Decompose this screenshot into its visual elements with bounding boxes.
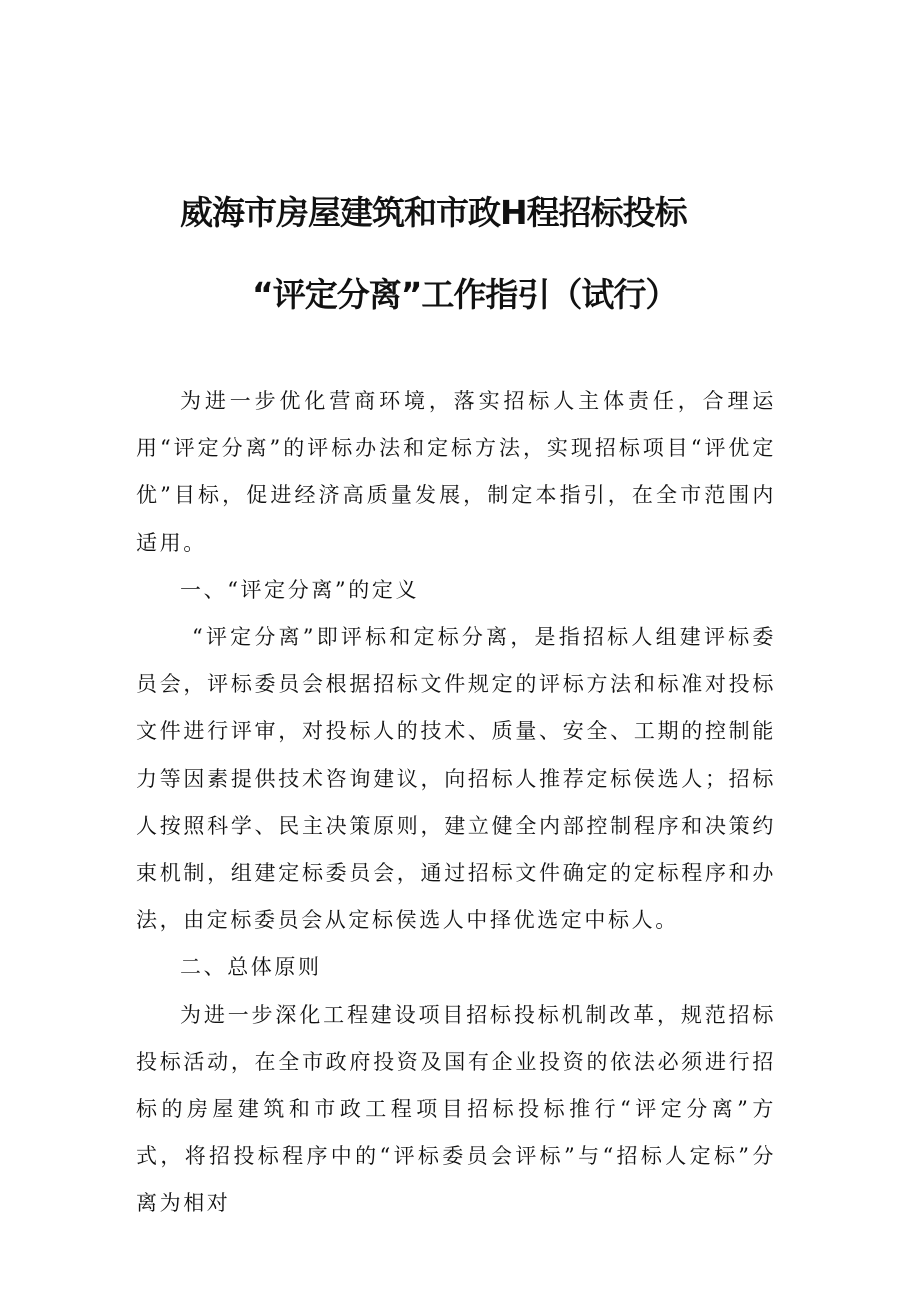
section-1-heading: 一、“评定分离”的定义: [180, 577, 420, 602]
section-1-paragraph: “评定分离”即评标和定标分离，是指招标人组建评标委员会，评标委员会根据招标文件规定的评标方法和标准对投标文件进行评审，对投标人的技术、质量、安全、工期的控制能力等因素提供技术咨询建议，向招标人推荐定标侯选人；招标人按照科学、民主决策原则，建立健全内部控制程序和决策约束机制，组建定标委员会，通过招标文件确定的定标程序和办法，由定标委员会从定标侯选人中择优选定中标人。: [136, 625, 776, 933]
section-2-paragraph: 为进一步深化工程建设项目招标投标机制改革，规范招标投标活动，在全市政府投资及国有企业投资的依法必须进行招标的房屋建筑和市政工程项目招标投标推行“评定分离”方式，将招投标程序中的“评标委员会评标”与“招标人定标”分离为相对: [136, 1002, 776, 1216]
intro-paragraph: 为进一步优化营商环境，落实招标人主体责任，合理运用“评定分离”的评标办法和定标方法，实现招标项目“评优定优”目标，促进经济高质量发展，制定本指引，在全市范围内适用。: [136, 389, 776, 555]
document-title-line-2: “评定分离”工作指引（试行）: [252, 275, 678, 314]
section-2-heading: 二、总体原则: [180, 955, 322, 980]
document-title-line-1: 威海市房屋建筑和市政H程招标投标: [180, 193, 687, 232]
document-body: [136, 378, 776, 1228]
